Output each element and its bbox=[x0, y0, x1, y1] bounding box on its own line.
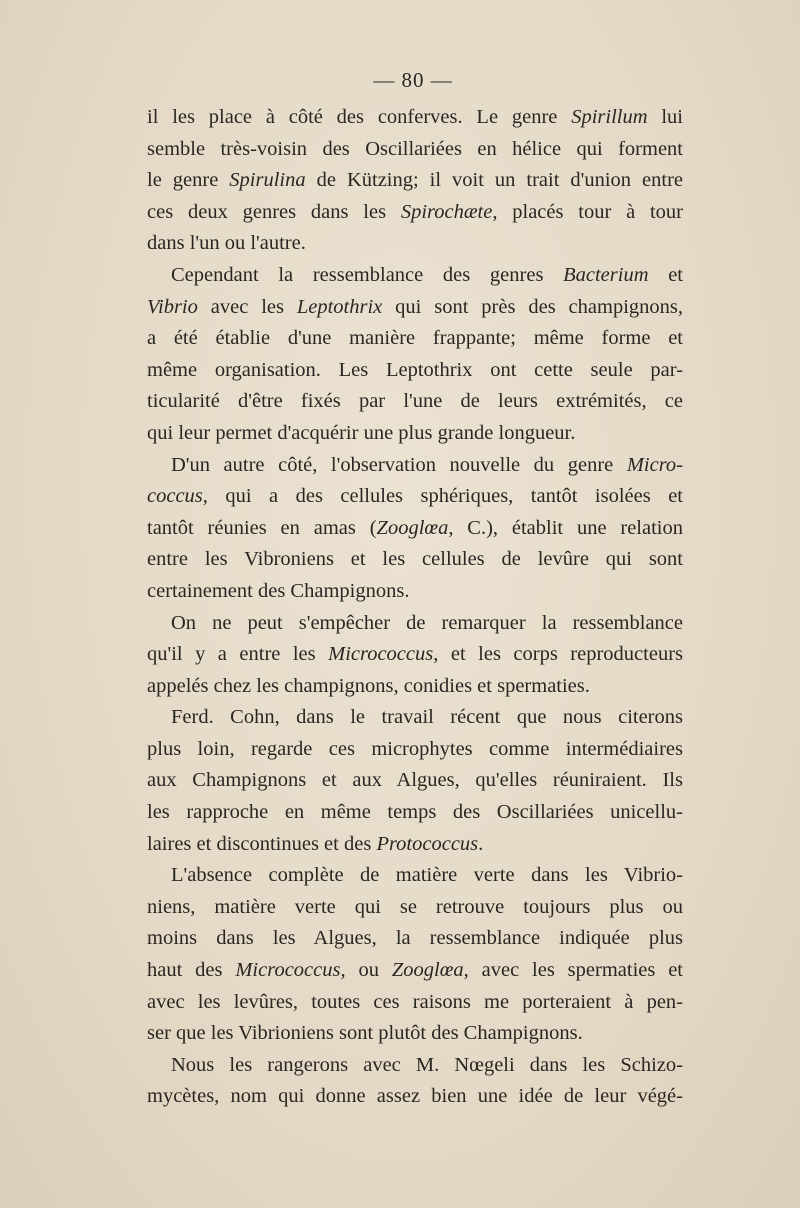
italic-term: Micrococcus bbox=[328, 643, 434, 666]
text-segment: Nous les rangerons avec M. Nœgeli dans les Schizo- bbox=[171, 1053, 683, 1076]
text-line bbox=[147, 134, 683, 166]
text-line bbox=[147, 1018, 683, 1050]
text-segment: haut des bbox=[147, 959, 236, 982]
text-line bbox=[147, 450, 683, 482]
text-line bbox=[147, 323, 683, 355]
text-segment: moins dans les Algues, la ressemblance indiquée plus bbox=[147, 927, 683, 950]
text-line bbox=[147, 1050, 683, 1082]
text-segment: , qui a des cellules sphériques, tantôt isolées et bbox=[202, 485, 683, 508]
text-line bbox=[147, 418, 683, 450]
text-segment: entre les Vibroniens et les cellules de levûre qui sont bbox=[147, 548, 683, 571]
text-segment: , ou bbox=[340, 959, 392, 982]
text-segment: avec les bbox=[197, 295, 297, 318]
text-line bbox=[147, 165, 683, 197]
text-segment: le genre bbox=[147, 169, 230, 192]
text-line bbox=[147, 260, 683, 292]
text-segment: , et les corps reproducteurs bbox=[433, 643, 683, 666]
italic-term: Spirochæte bbox=[400, 200, 493, 223]
text-line bbox=[147, 860, 683, 892]
text-segment: qui sont près des champignons, bbox=[382, 295, 683, 318]
text-line bbox=[147, 355, 683, 387]
text-line bbox=[147, 292, 683, 324]
text-segment: , C.), établit une relation bbox=[448, 516, 683, 539]
text-segment: ser que les Vibrioniens sont plutôt des Champignons. bbox=[147, 1022, 583, 1045]
text-segment: il les place à côté des conferves. Le genre bbox=[147, 106, 572, 128]
text-line bbox=[147, 608, 683, 640]
text-line bbox=[147, 481, 683, 513]
text-segment: certainement des Champignons. bbox=[147, 579, 410, 602]
text-segment: même organisation. Les Leptothrix ont cette seule par- bbox=[147, 358, 683, 381]
text-segment: L'absence complète de matière verte dans les Vibrio- bbox=[171, 864, 683, 887]
text-segment: dans l'un ou l'autre. bbox=[147, 232, 306, 255]
italic-term: Leptothrix bbox=[296, 295, 383, 318]
text-segment: qu'il y a entre les bbox=[147, 643, 329, 666]
text-line bbox=[147, 228, 683, 260]
italic-term: Zooglœa bbox=[376, 516, 449, 539]
text-line bbox=[147, 197, 683, 229]
text-line bbox=[147, 923, 683, 955]
text-segment: et bbox=[648, 263, 683, 286]
text-segment: ticularité d'être fixés par l'une de leurs extrémités, ce bbox=[147, 390, 683, 413]
text-segment: plus loin, regarde ces microphytes comme intermédiaires bbox=[147, 737, 683, 760]
text-segment: les rapproche en même temps des Oscillariées unicellu- bbox=[147, 801, 683, 824]
italic-term: Zooglœa bbox=[391, 959, 464, 982]
body-text bbox=[147, 102, 683, 1113]
italic-term: Protococcus bbox=[376, 832, 479, 855]
text-line bbox=[147, 765, 683, 797]
text-line bbox=[147, 987, 683, 1019]
text-segment: a été établie d'une manière frappante; même forme et bbox=[147, 327, 683, 350]
text-segment: semble très-voisin des Oscillariées en hélice qui forment bbox=[147, 137, 683, 160]
text-segment: mycètes, nom qui donne assez bien une idée de leur végé- bbox=[147, 1085, 683, 1108]
text-line bbox=[147, 639, 683, 671]
text-segment: tantôt réunies en amas ( bbox=[147, 516, 377, 539]
text-segment: niens, matière verte qui se retrouve toujours plus ou bbox=[147, 895, 683, 918]
text-segment: , avec les spermaties et bbox=[463, 959, 683, 982]
italic-term: coccus bbox=[147, 485, 203, 508]
text-segment: Ferd. Cohn, dans le travail récent que nous citerons bbox=[171, 706, 683, 729]
text-segment: On ne peut s'empêcher de remarquer la ressemblance bbox=[171, 611, 683, 634]
text-segment: lui bbox=[647, 106, 683, 128]
text-line bbox=[147, 734, 683, 766]
italic-term: Spirillum bbox=[571, 106, 648, 128]
text-segment: . bbox=[478, 832, 484, 855]
italic-term: Bacterium bbox=[563, 263, 649, 286]
text-segment: appelés chez les champignons, conidies et spermaties. bbox=[147, 674, 590, 697]
page-number: — 80 — bbox=[373, 68, 453, 92]
text-line bbox=[147, 702, 683, 734]
text-line bbox=[147, 386, 683, 418]
text-line bbox=[147, 1081, 683, 1113]
italic-term: Micro- bbox=[626, 453, 683, 476]
text-line bbox=[147, 892, 683, 924]
text-segment: avec les levûres, toutes ces raisons me porteraient à pen- bbox=[147, 990, 683, 1013]
text-line bbox=[147, 513, 683, 545]
text-segment: , placés tour à tour bbox=[492, 200, 683, 223]
italic-term: Vibrio bbox=[147, 295, 198, 318]
text-line bbox=[147, 797, 683, 829]
text-segment: D'un autre côté, l'observation nouvelle du genre bbox=[171, 453, 627, 476]
text-line bbox=[147, 955, 683, 987]
text-segment: ces deux genres dans les bbox=[147, 200, 401, 223]
italic-term: Spirulina bbox=[229, 169, 306, 192]
text-segment: aux Champignons et aux Algues, qu'elles réuniraient. Ils bbox=[147, 769, 683, 792]
text-line bbox=[147, 829, 683, 861]
text-line bbox=[147, 544, 683, 576]
italic-term: Micrococcus bbox=[235, 959, 341, 982]
text-line bbox=[147, 576, 683, 608]
text-segment: qui leur permet d'acquérir une plus grande longueur. bbox=[147, 421, 576, 444]
text-line bbox=[147, 671, 683, 703]
text-segment: laires et discontinues et des bbox=[147, 832, 377, 855]
text-segment: Cependant la ressemblance des genres bbox=[171, 263, 564, 286]
text-line bbox=[147, 102, 683, 134]
text-segment: de Kützing; il voit un trait d'union entre bbox=[305, 169, 683, 192]
